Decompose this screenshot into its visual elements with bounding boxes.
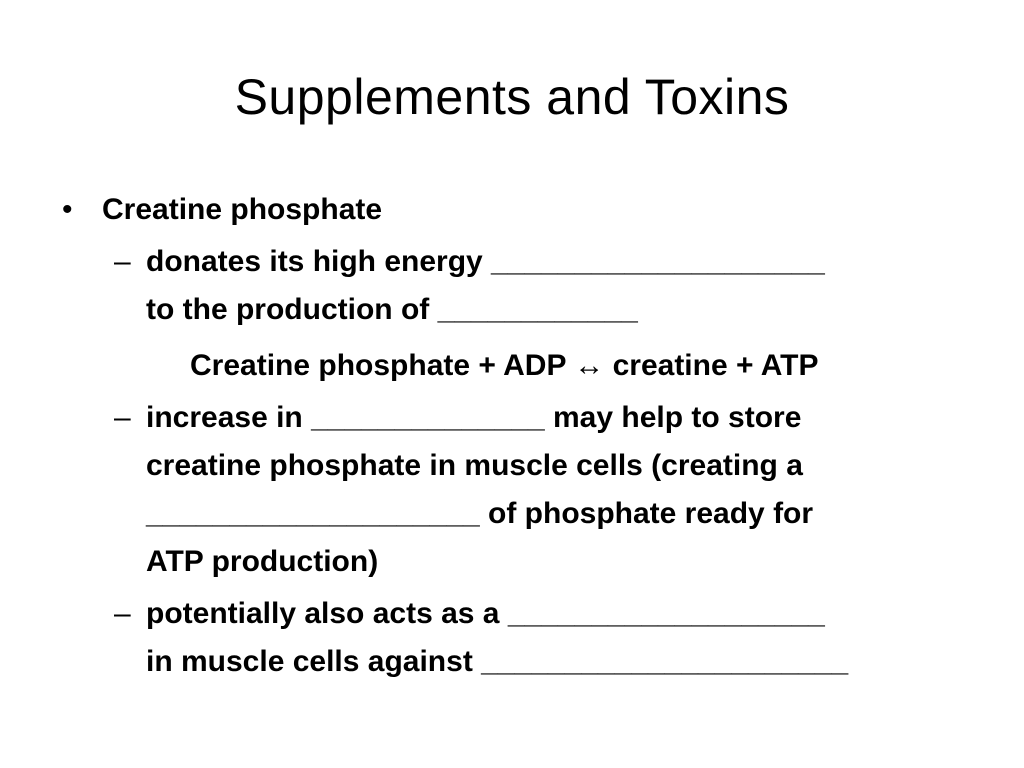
sub-bullet-increase-storage <box>60 394 960 586</box>
equation-line: Creatine phosphate + ADP ↔ creatine + ATP <box>190 349 819 382</box>
sub-bullet-line: ATP production) <box>146 545 379 578</box>
dash-marker: – <box>114 401 131 434</box>
bullet-text: Creatine phosphate <box>102 193 383 226</box>
dash-marker: – <box>114 597 131 630</box>
bullet-creatine-phosphate <box>60 186 960 234</box>
sub-bullet-line: increase in ______________ may help to store <box>146 401 802 434</box>
slide-title: Supplements and Toxins <box>234 69 790 125</box>
bullet-marker: • <box>62 193 73 226</box>
sub-bullet-line: donates its high energy ____________________ <box>146 245 825 278</box>
sub-bullet-donates-energy <box>60 238 960 334</box>
sub-bullet-line: to the production of ____________ <box>146 293 638 326</box>
sub-bullet-line: ____________________ of phosphate ready for <box>146 497 814 530</box>
slide-body <box>60 186 960 686</box>
sub-bullet-line: in muscle cells against ______________________ <box>146 645 849 678</box>
sub-bullet-line: creatine phosphate in muscle cells (creating a <box>146 449 803 482</box>
sub-bullet-acts-as <box>60 590 960 686</box>
sub-bullet-line: potentially also acts as a ___________________ <box>146 597 825 630</box>
dash-marker: – <box>114 245 131 278</box>
